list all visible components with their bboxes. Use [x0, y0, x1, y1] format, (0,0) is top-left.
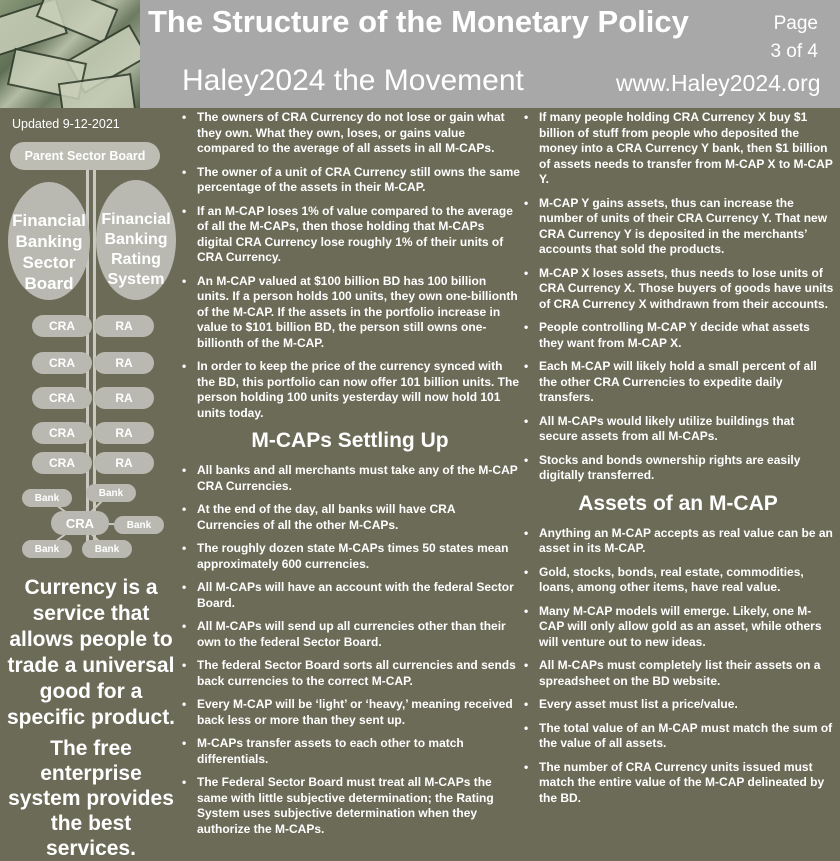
list-item: • All banks and all merchants must take any of the M-CAP CRA Currencies.: [180, 463, 520, 494]
list-item: • Gold, stocks, bonds, real estate, commodities, loans, among other items, have real value.: [522, 565, 834, 596]
banking-sector-board-oval: [8, 182, 90, 300]
header-banner: [0, 0, 840, 108]
list-item: • An M-CAP valued at $100 billion BD has 100 billion units. If a person holds 100 units, they own one-billionth of the M-CAP. If the assets in the portfolio increase in value to $101 billion BD, the person still owns one-billionth of the M-CAP.: [180, 274, 520, 352]
page-title: The Structure of the Monetary Policy: [148, 4, 689, 39]
right-oval-line-2: Banking: [104, 231, 168, 248]
list-item: • Each M-CAP will likely hold a small percent of all the other CRA Currencies to expedite daily transfers.: [522, 359, 834, 406]
list-item: • At the end of the day, all banks will have CRA Currencies of all the other M-CAPs.: [180, 502, 520, 533]
left-oval-line-3: Sector: [22, 253, 76, 272]
settling-heading: M-CAPs Settling Up: [251, 429, 449, 452]
bank-node: Bank: [114, 516, 164, 534]
list-item: • All M-CAPs must completely list their assets on a spreadsheet on the BD website.: [522, 658, 834, 689]
list-item: • The Federal Sector Board must treat all M-CAPs the same with little subjective determination; the Rating System uses subjective determination when they authorize the M-CAPs.: [180, 775, 520, 837]
list-item: • Every M-CAP will be ‘light’ or ‘heavy,’ meaning received back less or more than they sent up.: [180, 697, 520, 728]
list-item: • The roughly dozen state M-CAPs times 50 states mean approximately 600 currencies.: [180, 541, 520, 572]
cra-chip: CRA: [32, 387, 92, 409]
updated-date: Updated 9-12-2021: [12, 117, 120, 131]
list-item: • The federal Sector Board sorts all currencies and sends back currencies to the correct M-CAP.: [180, 658, 520, 689]
list-item: • M-CAP X loses assets, thus needs to lose units of CRA Currency X. Those buyers of goods have units of CRA Currency X withdrawn from their accounts.: [522, 266, 834, 313]
list-item: • Every asset must list a price/value.: [522, 697, 834, 713]
list-item: • Many M-CAP models will emerge. Likely, one M-CAP will only allow gold as an asset, while others will venture out to new ideas.: [522, 604, 834, 651]
left-oval-line-4: Board: [24, 274, 74, 293]
middle-column: [180, 110, 520, 845]
list-item: • All M-CAPs will have an account with the federal Sector Board.: [180, 580, 520, 611]
left-oval-line-1: Financial: [12, 211, 86, 230]
ra-chip: RA: [94, 315, 154, 337]
bank-node: Bank: [22, 489, 72, 507]
settling-list: [180, 463, 520, 837]
ra-chip: RA: [94, 352, 154, 374]
bank-node: Bank: [22, 540, 72, 558]
right-oval-line-3: Rating: [111, 251, 161, 268]
page-number: [762, 10, 818, 66]
list-item: • Stocks and bonds ownership rights are easily digitally transferred.: [522, 453, 834, 484]
bank-node: Bank: [82, 540, 132, 558]
page-label-line1: Page: [773, 13, 818, 34]
ra-chip: RA: [94, 422, 154, 444]
ra-chip: RA: [94, 452, 154, 474]
right-oval-line-4: System: [107, 271, 165, 288]
list-item: • In order to keep the price of the currency synced with the BD, this portfolio can now offer 101 billion units. The person holding 100 units yesterday will now hold 101 units today.: [180, 359, 520, 421]
list-item: • People controlling M-CAP Y decide what assets they want from M-CAP X.: [522, 320, 834, 351]
page-subtitle: Haley2024 the Movement: [182, 64, 524, 97]
page-label-line2: 3 of 4: [770, 41, 818, 62]
list-item: • All M-CAPs would likely utilize buildings that secure assets from all M-CAPs.: [522, 414, 834, 445]
transfer-list: [522, 110, 834, 484]
website-url: www.Haley2024.org: [616, 70, 821, 96]
cra-chip: CRA: [32, 352, 92, 374]
list-item: • Anything an M-CAP accepts as real value can be an asset in its M-CAP.: [522, 526, 834, 557]
right-oval-line-1: Financial: [101, 211, 171, 228]
list-item: • If many people holding CRA Currency X buy $1 billion of stuff from people who deposited the money into a CRA Currency Y bank, then $1 billion of assets needs to transfer from M-CAP X to M-CAP Y.: [522, 110, 834, 188]
bank-node: Bank: [86, 484, 136, 502]
cra-hub: CRA: [51, 511, 109, 535]
assets-list: [522, 526, 834, 807]
currency-statement: Currency is a service that allows people to trade a universal good for a specific product.: [6, 576, 176, 729]
ra-chip: RA: [94, 387, 154, 409]
parent-sector-board: Parent Sector Board: [10, 142, 160, 170]
list-item: • The owner of a unit of CRA Currency still owns the same percentage of the assets in their M-CAP.: [180, 165, 520, 196]
banking-rating-system-oval: [96, 180, 176, 300]
cra-chip: CRA: [32, 315, 92, 337]
left-oval-line-2: Banking: [15, 232, 83, 251]
money-image: [0, 0, 140, 108]
list-item: • If an M-CAP loses 1% of value compared to the average of all the M-CAPs, then those holding that M-CAPs digital CRA Currency lose roughly 1% of their units of CRA Currency.: [180, 204, 520, 266]
list-item: • M-CAPs transfer assets to each other to match differentials.: [180, 736, 520, 767]
right-column: [522, 110, 834, 814]
list-item: • All M-CAPs will send up all currencies other than their own to the federal Sector Board.: [180, 619, 520, 650]
intro-list: [180, 110, 520, 421]
cra-chip: CRA: [32, 422, 92, 444]
list-item: • The number of CRA Currency units issued must match the entire value of the M-CAP delineated by the BD.: [522, 760, 834, 807]
cra-chip: CRA: [32, 452, 92, 474]
list-item: • The total value of an M-CAP must match the sum of the value of all assets.: [522, 721, 834, 752]
assets-heading: Assets of an M-CAP: [578, 491, 778, 515]
enterprise-statement: The free enterprise system provides the best services.: [8, 737, 174, 860]
list-item: • The owners of CRA Currency do not lose or gain what they own. What they own, loses, or gains value compared to the average of all assets in all M-CAPs.: [180, 110, 520, 157]
list-item: • M-CAP Y gains assets, thus can increase the number of units of their CRA Currency Y. That new CRA Currency Y is deposited in the merchants’ accounts that sold the products.: [522, 196, 834, 258]
